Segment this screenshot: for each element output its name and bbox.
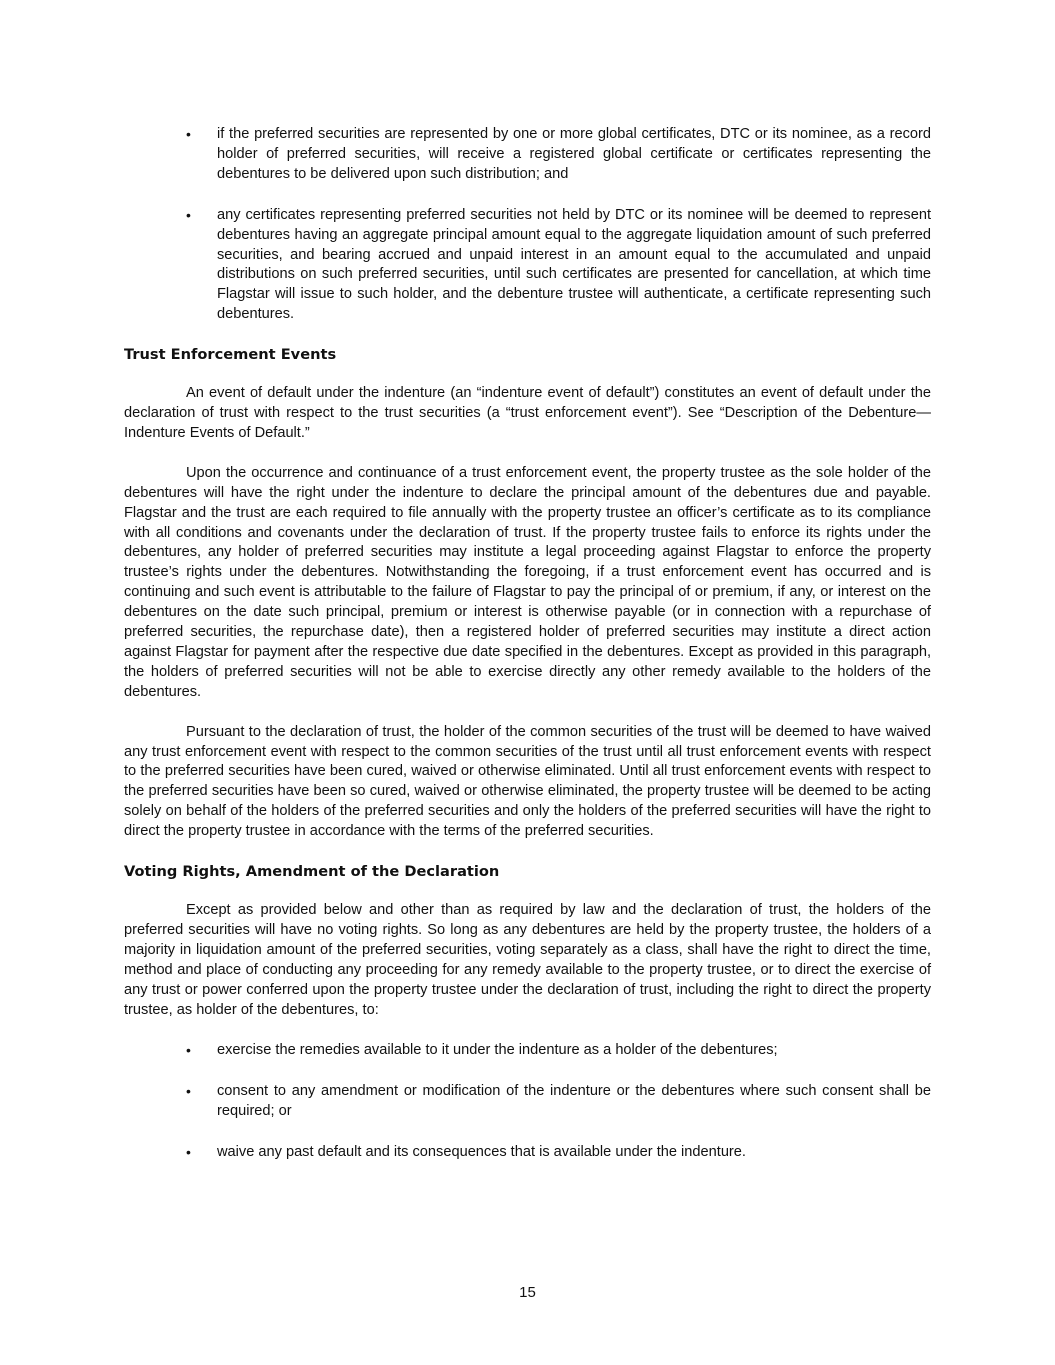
bullet-icon: •: [186, 1144, 191, 1161]
paragraph: An event of default under the indenture (an “indenture event of default”) constitutes an event of default under the declaration of trust with respect to the trust securities (a “trust enforcement event”). See “Description of the Debenture—Indenture Events of Default.”: [124, 385, 931, 441]
paragraph: Except as provided below and other than as required by law and the declaration of trust, the holders of the preferred securities will have no voting rights. So long as any debentures are held by the property trustee, the holders of a majority in liquidation amount of the preferred securities, voting separately as a class, shall have the right to direct the time, method and place of conducting any proceeding for any remedy available to the property trustee, or to direct the exercise of any trust or power conferred upon the property trustee under the declaration of trust, including the right to direct the property trustee, as holder of the debentures, to:: [124, 902, 931, 1018]
bullet-icon: •: [186, 1042, 191, 1059]
page-number: 15: [519, 1284, 536, 1301]
paragraph: Upon the occurrence and continuance of a trust enforcement event, the property trustee as the sole holder of the debentures will have the right under the indenture to declare the principal amount of the debentures due and payable. Flagstar and the trust are each required to file annually with the property trustee an officer’s certificate as to its compliance with all conditions and covenants under the declaration of trust. If the property trustee fails to enforce its rights under the debentures, any holder of preferred securities may institute a legal proceeding against Flagstar to enforce the property trustee’s rights under the debentures. Notwithstanding the foregoing, if a trust enforcement event has occurred and is continuing and such event is attributable to the failure of Flagstar to pay the principal of or premium, if any, or interest on the debentures on the date such principal, premium or interest is otherwise payable (or in connection with a repurchase of preferred securities, the repurchase date), then a registered holder of preferred securities may institute a direct action against Flagstar for payment after the respective due date specified in the debentures. Except as provided in this paragraph, the holders of preferred securities will not be able to exercise directly any other remedy available to the holders of the debentures.: [124, 464, 931, 700]
list-item: [124, 206, 931, 325]
list-item: [124, 1041, 931, 1061]
list-item: [124, 1082, 931, 1122]
list-item: [124, 125, 931, 185]
document-page: [124, 125, 931, 1184]
list-item-text: exercise the remedies available to it under the indenture as a holder of the debentures;: [217, 1042, 778, 1059]
section-heading-voting-rights: Voting Rights, Amendment of the Declaration: [124, 863, 500, 881]
bullet-icon: •: [186, 126, 191, 142]
list-item: [124, 1143, 931, 1163]
voting-bullet-list: [124, 1041, 931, 1163]
list-item-text: any certificates representing preferred securities not held by DTC or its nominee will be deemed to represent debentures having an aggregate principal amount equal to the aggregate liquidation amount of such preferred securities, and bearing accrued and unpaid interest in an amount equal to the accumulated and unpaid distributions on such preferred securities, until such certificates are presented for cancellation, at which time Flagstar will issue to such holder, and the debenture trustee will authenticate, a certificate representing such debentures.: [217, 206, 931, 323]
bullet-icon: •: [186, 206, 191, 223]
section-heading-trust-enforcement: Trust Enforcement Events: [124, 346, 337, 364]
list-item-text: waive any past default and its consequences that is available under the indenture.: [217, 1144, 746, 1161]
paragraph: Pursuant to the declaration of trust, the holder of the common securities of the trust will be deemed to have waived any trust enforcement event with respect to the common securities of the trust until all trust enforcement events with respect to the preferred securities have been cured, waived or otherwise eliminated. Until all trust enforcement events with respect to the preferred securities have been so cured, waived or otherwise eliminated, the property trustee will be deemed to be acting solely on behalf of the holders of the preferred securities and only the holders of the preferred securities will have the right to direct the property trustee in accordance with the terms of the preferred securities.: [124, 723, 931, 840]
list-item-text: if the preferred securities are represented by one or more global certificates, DTC or its nominee, as a record holder of preferred securities, will receive a registered global certificate or certificates representing the debentures to be delivered upon such distribution; and: [217, 126, 931, 182]
bullet-icon: •: [186, 1083, 191, 1100]
list-item-text: consent to any amendment or modification of the indenture or the debentures where such consent shall be required; or: [217, 1083, 931, 1120]
distribution-bullet-list: [124, 125, 931, 325]
